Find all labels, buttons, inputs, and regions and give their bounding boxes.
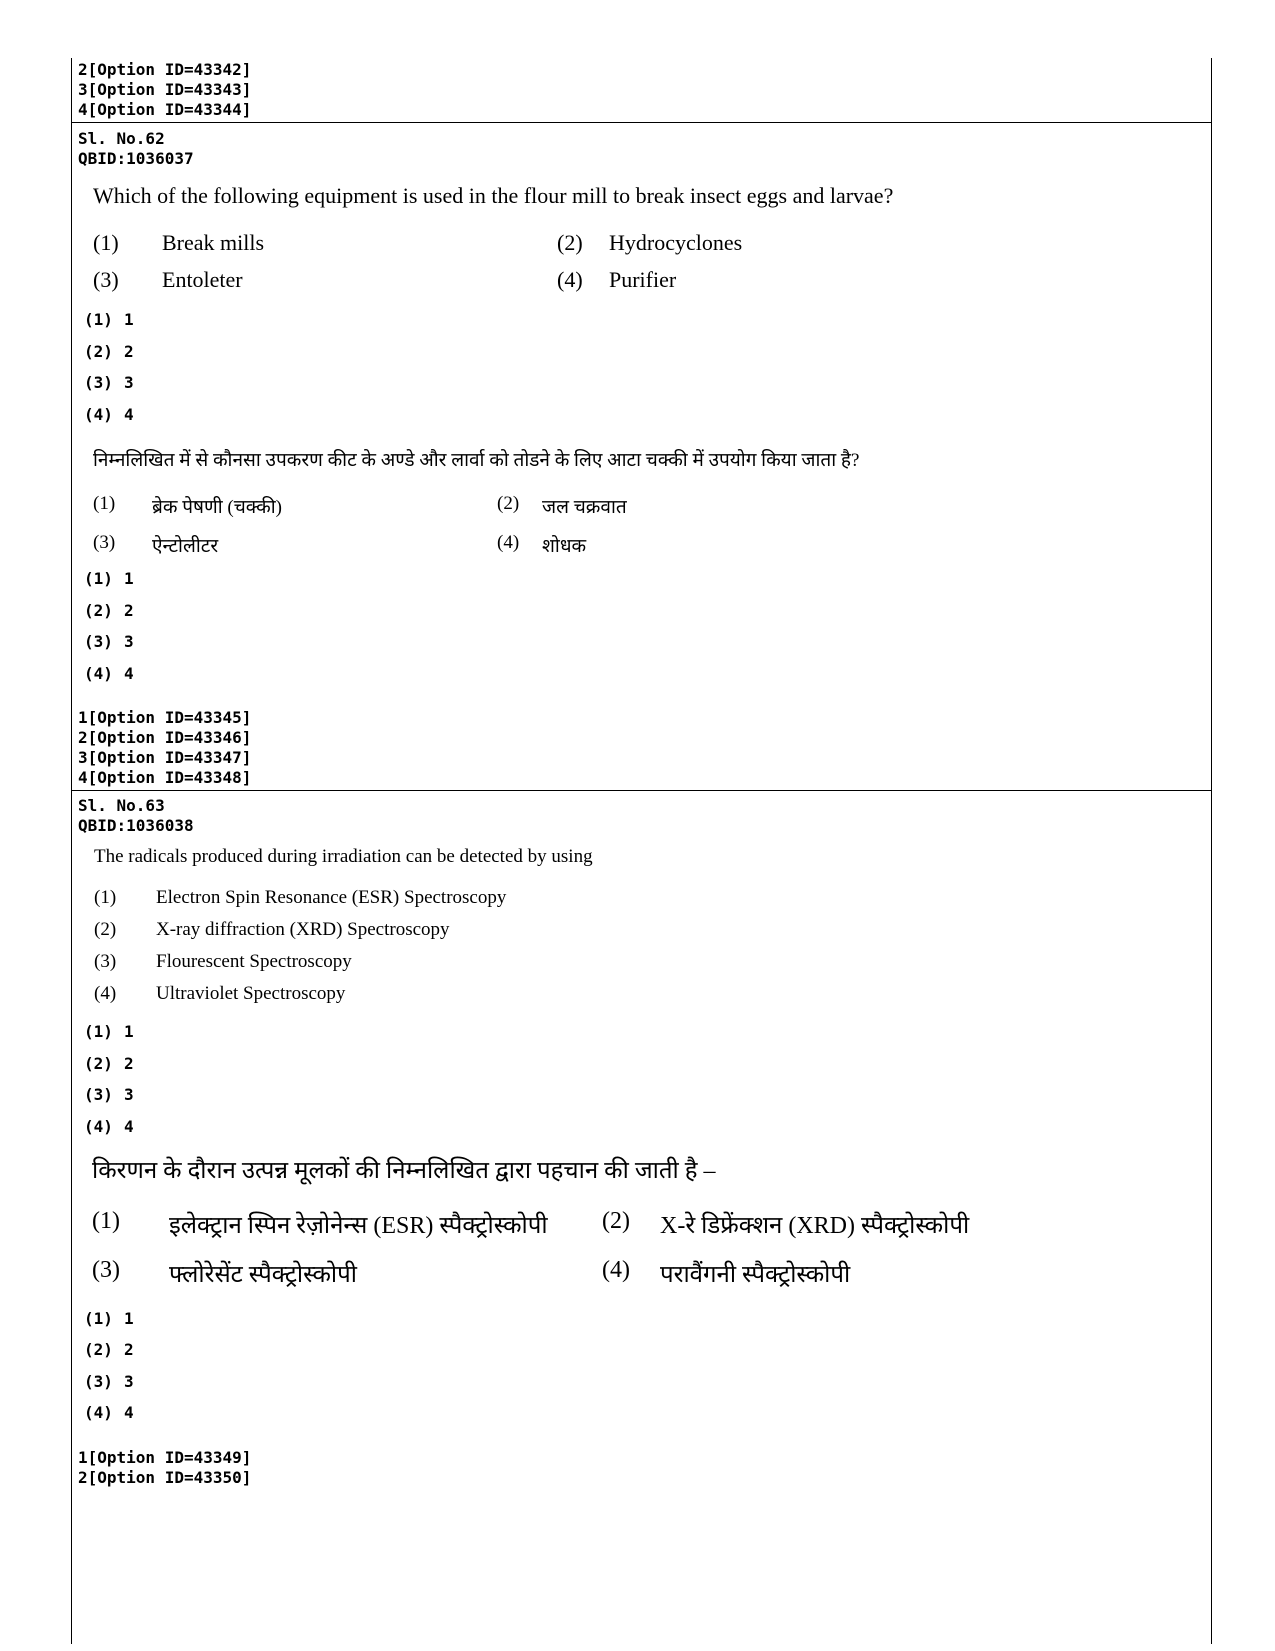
- option-text: परावैंगनी स्पैक्ट्रोस्कोपी: [660, 1262, 851, 1288]
- answer-choice[interactable]: (3) 3: [84, 1372, 134, 1391]
- answer-choice[interactable]: (2) 2: [84, 1054, 134, 1073]
- section-divider: [72, 790, 1211, 791]
- option-text: X-ray diffraction (XRD) Spectroscopy: [156, 919, 450, 940]
- answer-choice[interactable]: (4) 4: [84, 1117, 134, 1136]
- option-text: Entoleter: [162, 267, 243, 292]
- option-number: (1): [92, 1208, 120, 1234]
- option-number: (4): [602, 1257, 630, 1283]
- option-id: 1[Option ID=43345]: [78, 708, 252, 727]
- option-number: (1): [94, 887, 117, 908]
- answer-choice[interactable]: (1) 1: [84, 310, 134, 329]
- option-number: (4): [557, 267, 583, 292]
- option-text: X-रे डिफ्रेंक्शन (XRD) स्पैक्ट्रोस्कोपी: [660, 1213, 970, 1239]
- option-id-list: [78, 708, 251, 788]
- qbid: QBID:1036037: [78, 149, 194, 168]
- option-number: (2): [497, 493, 520, 514]
- answer-choice[interactable]: (1) 1: [84, 1022, 134, 1041]
- option-number: (2): [94, 919, 117, 940]
- option-number: (3): [93, 267, 119, 292]
- question-text-en: Which of the following equipment is used in the flour mill to break insect eggs and larvae?: [93, 183, 894, 208]
- option-id: 2[Option ID=43350]: [78, 1468, 252, 1487]
- option-text: फ्लोरेसेंट स्पैक्ट्रोस्कोपी: [169, 1262, 357, 1288]
- option-id: 3[Option ID=43347]: [78, 748, 252, 767]
- answer-choice[interactable]: (3) 3: [84, 373, 134, 392]
- option-text: इलेक्ट्रान स्पिन रेज़ोनेन्स (ESR) स्पैक्ट्रोस्कोपी: [169, 1213, 548, 1239]
- option-id: 4[Option ID=43348]: [78, 768, 252, 787]
- option-number: (4): [497, 532, 520, 553]
- option-text: Break mills: [162, 230, 265, 255]
- answer-choice[interactable]: (1) 1: [84, 1309, 134, 1328]
- option-number: (1): [93, 230, 119, 255]
- option-text: जल चक्रवात: [542, 497, 627, 518]
- answer-choice[interactable]: (2) 2: [84, 601, 134, 620]
- question-text-hi: किरणन के दौरान उत्पन्न मूलकों की निम्नलिखित द्वारा पहचान की जाती है –: [92, 1158, 716, 1184]
- option-number: (3): [94, 951, 117, 972]
- option-id: 3[Option ID=43343]: [78, 80, 252, 99]
- option-text: Ultraviolet Spectroscopy: [156, 983, 346, 1004]
- option-text: Flourescent Spectroscopy: [156, 951, 352, 972]
- serial-number: Sl. No.63: [78, 796, 165, 815]
- option-id-list: [78, 1448, 251, 1488]
- question-text-en: The radicals produced during irradiation can be detected by using: [94, 846, 593, 867]
- option-text: Electron Spin Resonance (ESR) Spectroscopy: [156, 887, 507, 908]
- answer-choice[interactable]: (4) 4: [84, 664, 134, 683]
- option-text: ब्रेक पेषणी (चक्की): [152, 497, 282, 518]
- option-id: 1[Option ID=43349]: [78, 1448, 252, 1467]
- option-text: Hydrocyclones: [609, 230, 743, 255]
- option-id: 4[Option ID=43344]: [78, 100, 252, 119]
- section-divider: [72, 122, 1211, 123]
- option-number: (4): [94, 983, 117, 1004]
- option-text: ऐन्टोलीटर: [152, 536, 219, 557]
- answer-choice[interactable]: (4) 4: [84, 1403, 134, 1422]
- option-number: (1): [93, 493, 116, 514]
- question-paper-frame: [71, 58, 1212, 1644]
- option-number: (2): [602, 1208, 630, 1234]
- option-text: शोधक: [542, 536, 587, 557]
- answer-choice[interactable]: (2) 2: [84, 1340, 134, 1359]
- answer-choice[interactable]: (4) 4: [84, 405, 134, 424]
- option-number: (2): [557, 230, 583, 255]
- option-text: Purifier: [609, 267, 677, 292]
- option-id: 2[Option ID=43346]: [78, 728, 252, 747]
- option-id: 2[Option ID=43342]: [78, 60, 252, 79]
- option-number: (3): [92, 1257, 120, 1283]
- answer-choice[interactable]: (1) 1: [84, 569, 134, 588]
- option-id-list-top: [78, 60, 251, 120]
- answer-choice[interactable]: (3) 3: [84, 632, 134, 651]
- question-text-hi: निम्नलिखित में से कौनसा उपकरण कीट के अण्डे और लार्वा को तोडने के लिए आटा चक्की में उपयोग किया जाता है?: [93, 450, 860, 471]
- serial-number: Sl. No.62: [78, 129, 165, 148]
- option-number: (3): [93, 532, 116, 553]
- qbid: QBID:1036038: [78, 816, 194, 835]
- answer-choice[interactable]: (3) 3: [84, 1085, 134, 1104]
- answer-choice[interactable]: (2) 2: [84, 342, 134, 361]
